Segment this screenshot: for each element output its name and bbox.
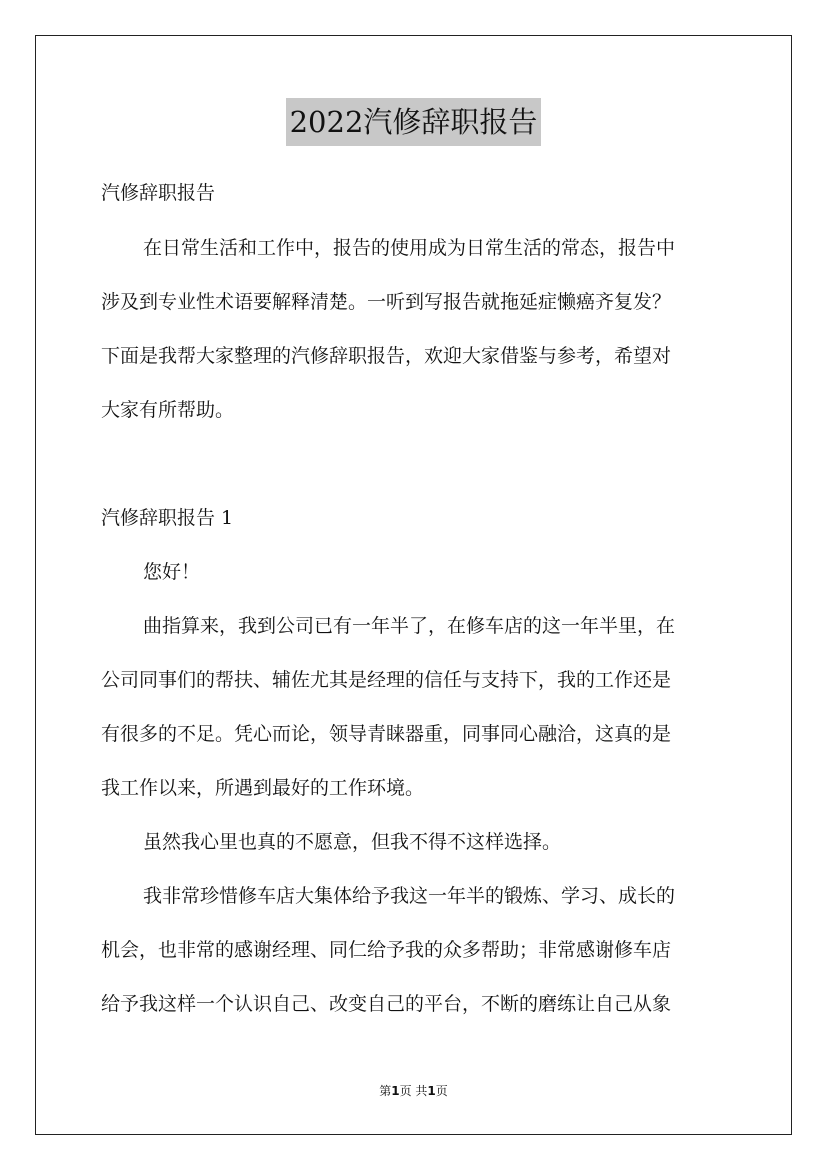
intro-line-3: 下面是我帮大家整理的汽修辞职报告，欢迎大家借鉴与参考，希望对: [101, 345, 672, 367]
footer-suffix: 页: [435, 1084, 448, 1098]
section-heading-block: [101, 503, 727, 533]
greeting-block: [101, 545, 727, 599]
para1-line-1: 曲指算来，我到公司已有一年半了，在修车店的这一年半里，在: [143, 615, 676, 637]
para3-line-3: 给予我这样一个认识自己、改变自己的平台，不断的磨练让自己从象: [101, 993, 672, 1015]
paragraph-1: [101, 599, 727, 815]
para1-line-4: 我工作以来，所遇到最好的工作环境。: [101, 777, 425, 799]
footer-middle: 页 共: [399, 1084, 428, 1098]
title-container: [0, 98, 827, 146]
footer-prefix: 第: [379, 1084, 392, 1098]
paragraph-3: [101, 869, 727, 1031]
intro-line-1: 在日常生活和工作中，报告的使用成为日常生活的常态，报告中: [143, 237, 676, 259]
intro-paragraph: [101, 221, 727, 437]
page-footer: [0, 1082, 827, 1099]
section-title: 汽修辞职报告 1: [101, 507, 234, 529]
para2-line-1: 虽然我心里也真的不愿意，但我不得不这样选择。: [143, 831, 562, 853]
intro-line-2: 涉及到专业性术语要解释清楚。一听到写报告就拖延症懒癌齐复发？: [101, 291, 672, 313]
para1-line-3: 有很多的不足。凭心而论，领导青睐器重，同事同心融洽，这真的是: [101, 723, 672, 745]
document-title: 2022汽修辞职报告: [286, 98, 542, 146]
para3-line-2: 机会，也非常的感谢经理、同仁给予我的众多帮助；非常感谢修车店: [101, 939, 672, 961]
intro-line-4: 大家有所帮助。: [101, 399, 235, 421]
greeting: 您好！: [143, 561, 201, 583]
footer-total-pages: 1: [427, 1084, 436, 1098]
para1-line-2: 公司同事们的帮扶、辅佐尤其是经理的信任与支持下，我的工作还是: [101, 669, 672, 691]
para3-line-1: 我非常珍惜修车店大集体给予我这一年半的锻炼、学习、成长的: [143, 885, 676, 907]
document-subtitle: 汽修辞职报告: [101, 182, 216, 204]
paragraph-2: [101, 815, 727, 869]
footer-page-number: 1: [391, 1084, 400, 1098]
subtitle-block: [101, 178, 727, 208]
